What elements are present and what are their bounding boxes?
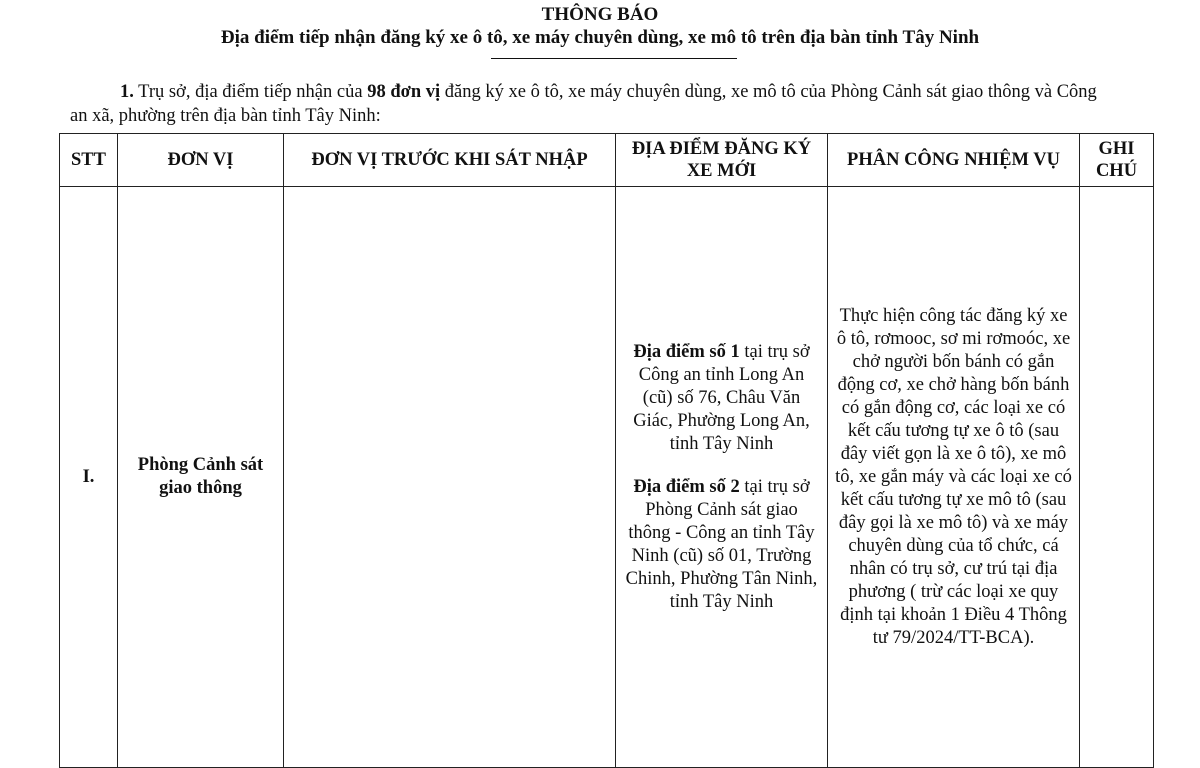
intro-number: 1. bbox=[120, 82, 134, 102]
title-underline bbox=[491, 58, 737, 59]
location-1 bbox=[622, 341, 821, 456]
header-ghi-chu-line-2: CHÚ bbox=[1095, 161, 1138, 181]
location-1-label: Địa điểm số 1 bbox=[633, 341, 740, 362]
cell-don-vi: Phòng Cảnh sát giao thông bbox=[118, 187, 284, 768]
cell-dia-diem bbox=[616, 187, 828, 768]
location-1-text: tại trụ sở Công an tỉnh Long An (cũ) số 76, Châu Văn Giác, Phường Long An, tỉnh Tây Ninh bbox=[633, 341, 810, 454]
intro-paragraph-line-2: an xã, phường trên địa bàn tỉnh Tây Ninh: bbox=[70, 106, 381, 126]
header-don-vi: ĐƠN VỊ bbox=[118, 134, 284, 187]
intro-unit-count: 98 đơn vị bbox=[367, 82, 441, 102]
document-subtitle: Địa điểm tiếp nhận đăng ký xe ô tô, xe máy chuyên dùng, xe mô tô trên địa bàn tỉnh Tây Ninh bbox=[220, 27, 980, 48]
intro-text-after: đăng ký xe ô tô, xe máy chuyên dùng, xe mô tô của Phòng Cảnh sát giao thông và Công bbox=[440, 82, 1097, 102]
registration-locations-table bbox=[59, 133, 1154, 768]
cell-ghi-chu bbox=[1080, 187, 1154, 768]
header-truoc-sat-nhap: ĐƠN VỊ TRƯỚC KHI SÁT NHẬP bbox=[284, 134, 616, 187]
header-dia-diem-line-1: ĐỊA ĐIỂM ĐĂNG KÝ bbox=[631, 139, 812, 159]
header-dia-diem bbox=[616, 134, 828, 187]
cell-phan-cong: Thực hiện công tác đăng ký xe ô tô, rơmooc, sơ mi rơmoóc, xe chở người bốn bánh có gắn động cơ, xe chở hàng bốn bánh có gắn động cơ, các loại xe có kết cấu tương tự xe ô tô (sau đây viết gọn là xe ô tô), xe mô tô, xe gắn máy và các loại xe có kết cấu tương tự xe mô tô (sau đây gọi là xe mô tô) và xe máy chuyên dùng của tổ chức, cá nhân có trụ sở, cư trú tại địa phương ( trừ các loại xe quy định tại khoản 1 Điều 4 Thông tư 79/2024/TT-BCA). bbox=[828, 187, 1080, 768]
document-title: THÔNG BÁO bbox=[541, 4, 659, 25]
intro-paragraph-line-1 bbox=[120, 80, 1097, 104]
location-2-text: tại trụ sở Phòng Cảnh sát giao thông - Công an tỉnh Tây Ninh (cũ) số 01, Trường Chinh, Phường Tân Ninh, tỉnh Tây Ninh bbox=[625, 476, 818, 612]
location-2-label: Địa điểm số 2 bbox=[633, 476, 740, 497]
cell-stt: I. bbox=[60, 187, 118, 768]
cell-truoc-sat-nhap bbox=[284, 187, 616, 768]
header-phan-cong: PHÂN CÔNG NHIỆM VỤ bbox=[828, 134, 1080, 187]
intro-text-before: Trụ sở, địa điểm tiếp nhận của bbox=[133, 82, 368, 102]
table-row bbox=[60, 187, 1154, 768]
location-2 bbox=[622, 476, 821, 614]
header-stt: STT bbox=[60, 134, 118, 187]
table-header-row bbox=[60, 134, 1154, 187]
header-dia-diem-line-2: XE MỚI bbox=[686, 161, 757, 181]
header-ghi-chu bbox=[1080, 134, 1154, 187]
header-ghi-chu-line-1: GHI bbox=[1098, 139, 1135, 159]
